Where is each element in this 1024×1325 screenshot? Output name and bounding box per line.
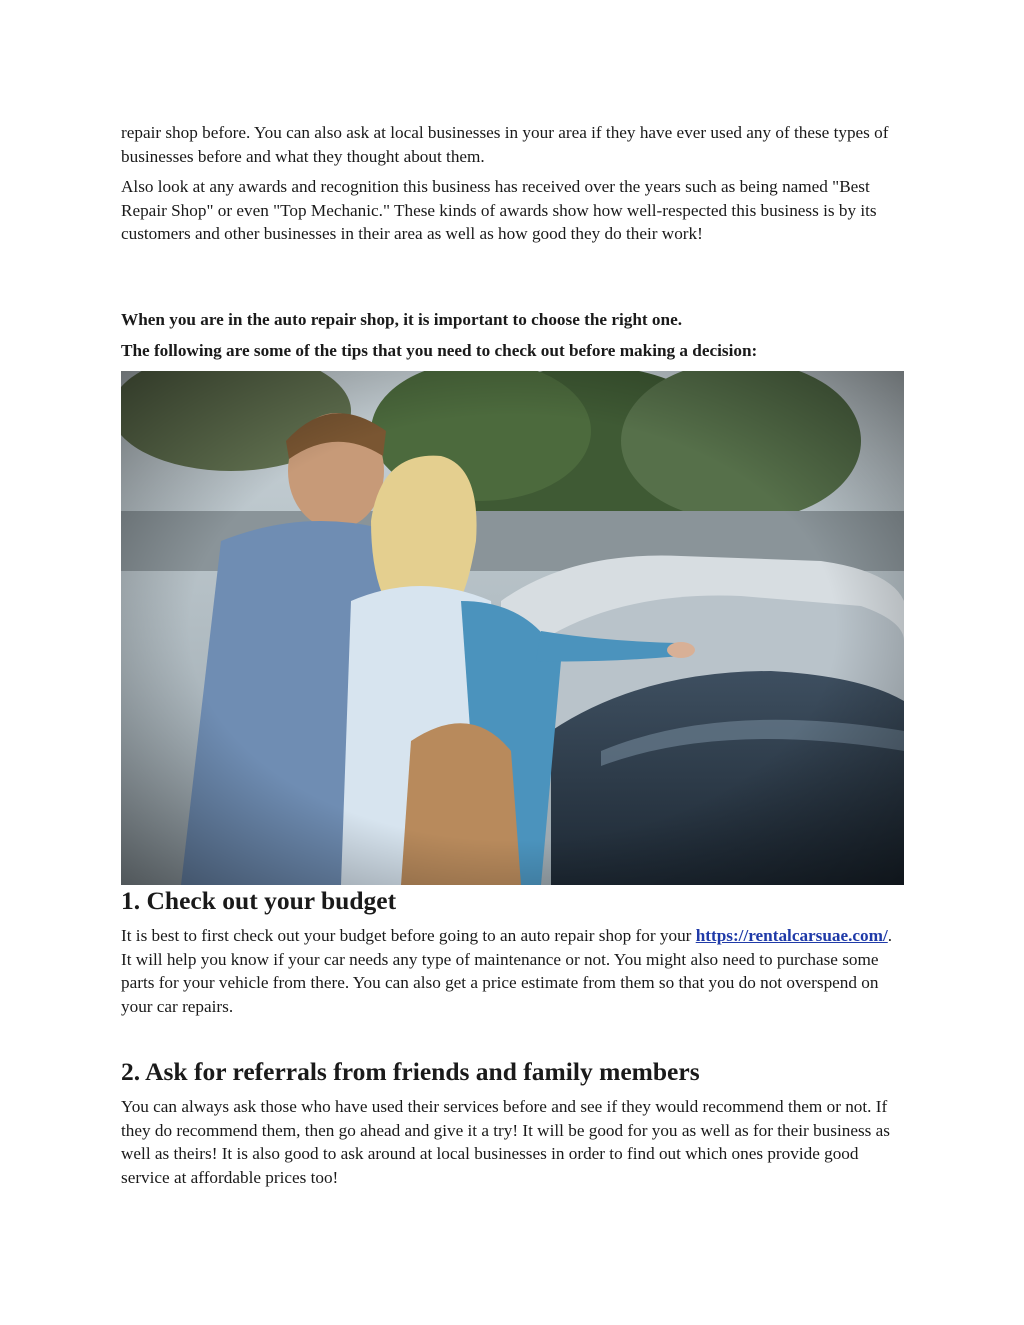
section-text-referrals: You can always ask those who have used their services before and see if they would recommend them or not. If they do recommend them, then go ahead and give it a try! It will be good for you as well as for their business as well as theirs! It is also good to ask around at local businesses in order to find out which ones provide good service at affordable prices too! xyxy=(121,1097,890,1187)
intro-paragraph-1: repair shop before. You can also ask at local businesses in your area if they have ever used any of these types of businesses before and what they thought about them. xyxy=(121,123,889,166)
intro-paragraph-2: Also look at any awards and recognition this business has received over the years such as being named "Best Repair Shop" or even "Top Mechanic." These kinds of awards show how well-respected this business is by its customers and other businesses in their area as well as how good they do their work! xyxy=(121,177,877,243)
section-heading-referrals: 2. Ask for referrals from friends and family members xyxy=(121,1057,700,1086)
tips-intro: The following are some of the tips that you need to check out before making a decision: xyxy=(121,341,758,360)
couple-car-lot-photo xyxy=(121,371,904,885)
bold-statement: When you are in the auto repair shop, it is important to choose the right one. xyxy=(121,310,682,329)
budget-text-end: . It will help you know if your car needs any type of maintenance or not. You might also need to purchase some parts for your vehicle from there. You can also get a price estimate from them so that you do not overspend on your car repairs. xyxy=(121,926,893,1016)
section-text-budget xyxy=(121,924,905,1018)
budget-text-start: It is best to first check out your budget before going to an auto repair shop for your xyxy=(121,926,696,945)
rentalcarsuae-link[interactable]: https://rentalcarsuae.com/ xyxy=(695,926,888,945)
section-heading-budget: 1. Check out your budget xyxy=(121,886,397,915)
